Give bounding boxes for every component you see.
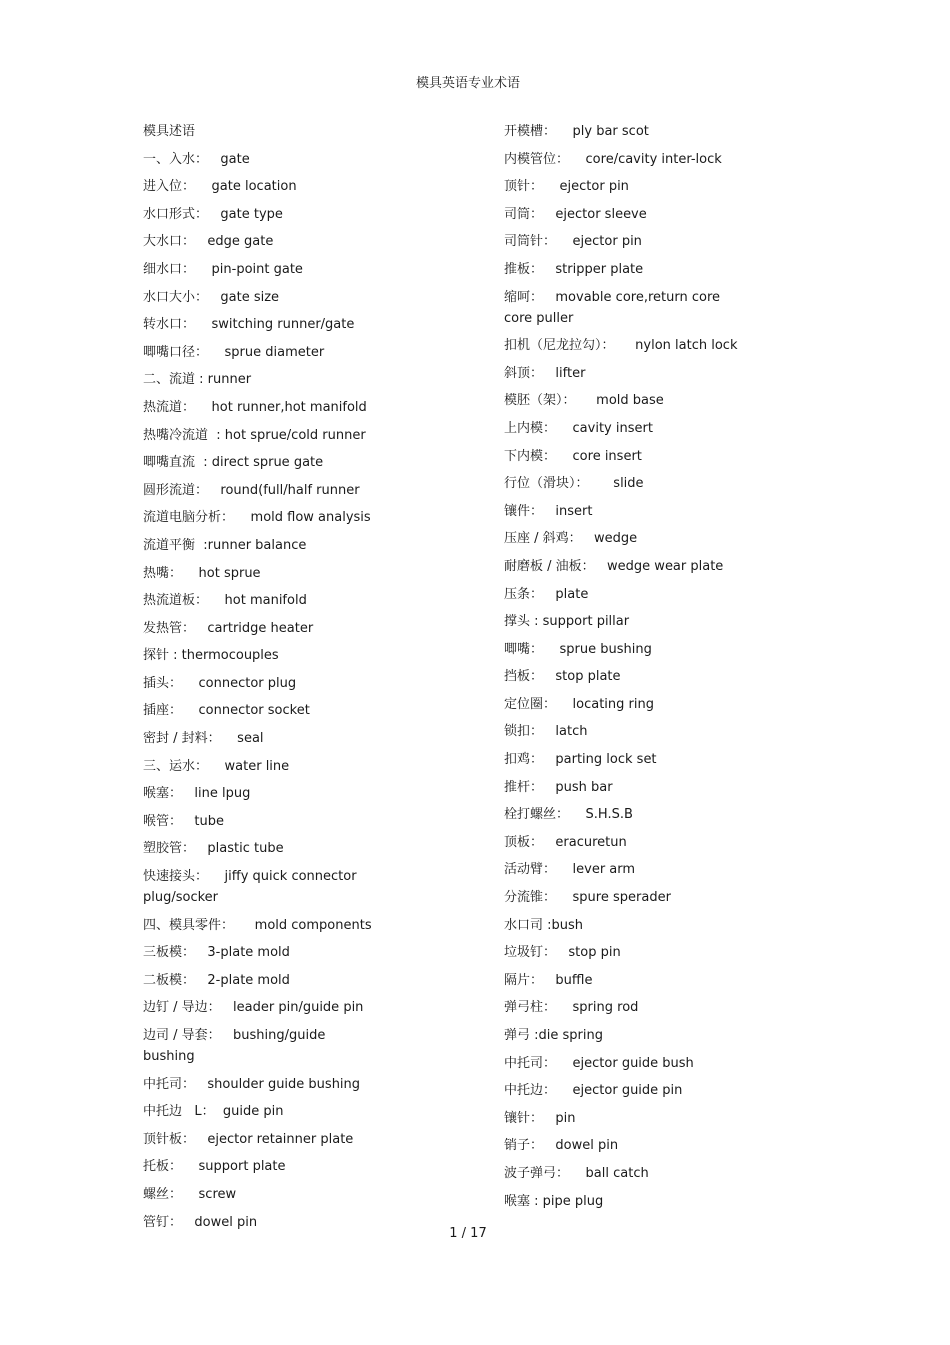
glossary-entry: 撑头 : support pillar xyxy=(504,614,630,630)
glossary-entry: 弹弓 :die spring xyxy=(504,1028,603,1043)
glossary-entry: 模胚（架）： mold base xyxy=(504,393,664,409)
glossary-entry: 边司 / 导套： bushing/guide bushing xyxy=(143,1028,330,1064)
glossary-entry: 细水口： pin-point gate xyxy=(143,261,303,277)
glossary-entry: 上内模： cavity insert xyxy=(504,420,653,436)
glossary-entry: 压条： plate xyxy=(504,586,589,602)
glossary-entry: 挡板： stop plate xyxy=(504,669,621,685)
glossary-entry: 水口形式： gate type xyxy=(143,206,283,222)
glossary-entry: 垃圾钉： stop pin xyxy=(504,945,621,961)
glossary-entry: 喉塞 : pipe plug xyxy=(504,1193,604,1209)
glossary-entry: 二、流道 : runner xyxy=(143,372,252,388)
glossary-entry: 销子： dowel pin xyxy=(504,1138,619,1154)
glossary-entry: 喉塞： line lpug xyxy=(143,786,251,802)
glossary-entry: 镶针： pin xyxy=(504,1110,576,1126)
glossary-entry: 中托边 L： guide pin xyxy=(143,1104,284,1120)
glossary-entry: 水口大小： gate size xyxy=(143,289,280,305)
glossary-entry: 热嘴冷流道 : hot sprue/cold runner xyxy=(143,427,366,443)
glossary-entry: 边钉 / 导边： leader pin/guide pin xyxy=(143,1000,364,1016)
glossary-entry: 探针 : thermocouples xyxy=(143,648,279,664)
right-column xyxy=(504,118,754,1215)
glossary-entry: 行位（滑块）： slide xyxy=(504,476,644,492)
glossary-entry: 螺丝： screw xyxy=(143,1186,237,1202)
glossary-entry: 隔片： buffle xyxy=(504,972,593,988)
glossary-entry: 缩呵： movable core,return core core puller xyxy=(504,289,725,326)
glossary-entry: 托板： support plate xyxy=(143,1159,286,1175)
glossary-entry: 热流道板： hot manifold xyxy=(143,593,307,609)
glossary-entry: 锁扣： latch xyxy=(504,724,588,740)
glossary-entry: 快速接头： jiffy quick connector plug/socker xyxy=(143,869,361,906)
glossary-entry: 四、模具零件： mold components xyxy=(143,917,372,933)
glossary-entry: 扣鸡： parting lock set xyxy=(504,752,657,768)
document-title: 模具英语专业术语 xyxy=(415,76,520,91)
glossary-entry: 开模槽： ply bar scot xyxy=(504,124,649,139)
glossary-entry: 热流道： hot runner,hot manifold xyxy=(143,399,367,415)
glossary-entry: 分流锥： spure sperader xyxy=(504,890,671,906)
glossary-entry: 中托边： ejector guide pin xyxy=(504,1083,683,1099)
glossary-entry: 定位圈： locating ring xyxy=(504,696,654,712)
page-number: 1 / 17 xyxy=(449,1226,487,1241)
glossary-entry: 密封 / 封料： seal xyxy=(143,731,264,747)
glossary-entry: 喉管： tube xyxy=(143,813,224,829)
glossary-entry: 插头： connector plug xyxy=(143,675,297,691)
glossary-entry: 顶针板： ejector retainner plate xyxy=(143,1131,354,1147)
glossary-entry: 转水口： switching runner/gate xyxy=(143,317,355,333)
glossary-entry: 塑胶管： plastic tube xyxy=(143,841,284,857)
glossary-entry: 中托司： ejector guide bush xyxy=(504,1055,694,1071)
glossary-entry: 推板： stripper plate xyxy=(504,261,644,277)
glossary-entry: 内模管位： core/cavity inter-lock xyxy=(504,151,722,167)
glossary-entry: 水口司 :bush xyxy=(504,917,584,933)
glossary-entry: 唧嘴： sprue bushing xyxy=(504,641,652,657)
glossary-entry: 栓打螺丝： S.H.S.B xyxy=(504,807,633,823)
glossary-entry: 发热管： cartridge heater xyxy=(143,620,314,636)
glossary-entry: 二板模： 2-plate mold xyxy=(143,972,290,988)
glossary-entry: 插座： connector socket xyxy=(143,703,310,719)
glossary-entry: 顶板： eracuretun xyxy=(504,834,627,850)
glossary-entry: 司筒针： ejector pin xyxy=(504,234,642,250)
glossary-entry: 三板模： 3-plate mold xyxy=(143,945,290,961)
glossary-entry: 顶针： ejector pin xyxy=(504,179,629,195)
glossary-entry: 镶件： insert xyxy=(504,503,593,519)
glossary-entry: 斜顶： lifter xyxy=(504,365,586,381)
glossary-entry: 扣机（尼龙拉勾）： nylon latch lock xyxy=(504,338,738,354)
glossary-entry: 管钉： dowel pin xyxy=(143,1214,258,1230)
glossary-entry: 下内模： core insert xyxy=(504,448,642,464)
glossary-entry: 三、运水： water line xyxy=(143,758,290,774)
glossary-entry: 压座 / 斜鸡： wedge xyxy=(504,531,638,547)
glossary-entry: 波子弹弓： ball catch xyxy=(504,1165,649,1181)
glossary-entry: 流道电脑分析： mold flow analysis xyxy=(143,510,371,526)
glossary-entry: 大水口： edge gate xyxy=(143,234,274,250)
glossary-entry: 一、入水： gate xyxy=(143,151,250,167)
glossary-entry: 中托司： shoulder guide bushing xyxy=(143,1076,361,1092)
glossary-entry: 热嘴： hot sprue xyxy=(143,565,261,581)
glossary-entry: 圆形流道： round(full/half runner xyxy=(143,482,360,498)
glossary-entry: 唧嘴口径： sprue diameter xyxy=(143,344,325,360)
glossary-entry: 唧嘴直流 : direct sprue gate xyxy=(143,455,324,471)
glossary-entry: 流道平衡 :runner balance xyxy=(143,537,307,553)
glossary-entry: 模具述语 xyxy=(143,124,196,139)
glossary-entry: 耐磨板 / 油板： wedge wear plate xyxy=(504,558,724,574)
glossary-entry: 司筒： ejector sleeve xyxy=(504,206,647,222)
glossary-entry: 弹弓柱： spring rod xyxy=(504,1000,639,1016)
glossary-entry: 活动臂： lever arm xyxy=(504,862,636,878)
glossary-entry: 推杆： push bar xyxy=(504,779,613,795)
glossary-entry: 进入位： gate location xyxy=(143,179,297,195)
left-column xyxy=(143,118,493,1236)
